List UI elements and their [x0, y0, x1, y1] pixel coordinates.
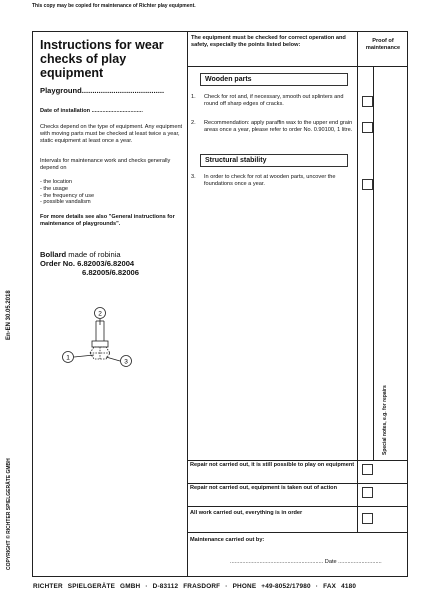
factor-item: - the usage: [40, 185, 68, 192]
side-date-label: En-EN 30.05.2018: [6, 290, 12, 340]
column-divider-proof: [357, 32, 358, 506]
section-wooden-parts: Wooden parts: [200, 73, 348, 86]
checks-text: Checks depend on the type of equipment. Any equipment with moving parts must be checked at least twice a year, static equipment at least once a year.: [40, 124, 183, 144]
row-divider-2: [187, 483, 408, 484]
check-item-text: In order to check for rot at wooden parts, uncover the foundations once a year.: [204, 174, 336, 187]
bollard-diagram: [60, 305, 150, 385]
check-item-text: Check for rot and, if necessary, smooth out splinters and round off sharp edges of cracks.: [204, 94, 344, 107]
callout-3: 3: [124, 358, 128, 366]
check-item-number: 2.: [191, 120, 196, 126]
check-item: [191, 174, 356, 190]
factor-list: [40, 179, 188, 206]
proof-header: Proof of maintenance: [365, 38, 401, 51]
callout-2: 2: [98, 310, 102, 318]
signature-date-line[interactable]: ............................................................ Date ............................: [230, 559, 382, 565]
factor-item: - the location: [40, 179, 73, 185]
proof-checkbox-item-1[interactable]: [362, 96, 373, 107]
column-divider-notes: [373, 66, 374, 460]
callout-1: 1: [66, 354, 70, 362]
check-header: The equipment must be checked for correct operation and safety, especially the points listed below:: [191, 35, 346, 48]
intervals-text: Intervals for maintenance work and checks generally depend on: [40, 158, 171, 171]
product-name: [40, 250, 188, 259]
more-details-text: For more details see also "General instructions for maintenance of playgrounds".: [40, 214, 175, 227]
status-checkbox-play-allowed[interactable]: [362, 464, 373, 475]
row-divider-1: [187, 460, 408, 461]
copy-note: This copy may be copied for maintenance of Richter play equipment.: [32, 3, 196, 9]
product-name-bold: Bollard: [40, 250, 67, 259]
proof-checkbox-item-3[interactable]: [362, 179, 373, 190]
row-divider-4: [187, 532, 408, 533]
header-divider: [187, 66, 408, 67]
proof-checkbox-item-2[interactable]: [362, 122, 373, 133]
order-number-line1: Order No. 6.82003/6.82004: [40, 259, 135, 268]
leader-1: [74, 355, 94, 357]
status-repair-play-allowed: Repair not carried out, it is still possible to play on equipment: [190, 462, 355, 468]
status-work-complete: All work carried out, everything is in order: [190, 510, 303, 516]
bollard-post: [92, 341, 108, 347]
side-copyright: COPYRIGHT © RICHTER SPIELGERÄTE GMBH: [6, 458, 12, 570]
page-title: Instructions for wear checks of play equipment: [40, 38, 164, 80]
check-item-text: Recommendation: apply paraffin wax to the upper end grain areas once a year, please refer to order No. 0.90100, 1 litre.: [204, 120, 353, 133]
check-item: [191, 94, 356, 110]
factor-item: - possible vandalism: [40, 199, 91, 206]
product-name-rest: made of robinia: [66, 250, 121, 259]
row-divider-3: [187, 506, 408, 507]
leader-3: [106, 357, 120, 361]
status-checkbox-out-of-action[interactable]: [362, 487, 373, 498]
check-item-number: 1.: [191, 94, 196, 100]
installation-date-field[interactable]: Date of installation .................................: [40, 108, 143, 114]
column-divider-proof-last: [357, 506, 358, 532]
company-footer: RICHTER SPIELGERÄTE GMBH · D-83112 FRASDORF · PHONE +49-8052/17980 · FAX 4180: [33, 583, 357, 590]
factor-item: - the frequency of use: [40, 192, 95, 199]
maintenance-by-label: Maintenance carried out by:: [190, 537, 265, 543]
playground-field[interactable]: Playground.......................................: [40, 86, 165, 95]
order-number-line2: 6.82005/6.82006: [82, 268, 140, 277]
special-notes-label: Special notes, e.g. for repairs: [382, 385, 388, 455]
check-item-number: 3.: [191, 174, 196, 180]
status-checkbox-work-complete[interactable]: [362, 513, 373, 524]
check-item: [191, 120, 356, 143]
section-structural-stability: Structural stability: [200, 154, 348, 167]
status-repair-out-of-action: Repair not carried out, equipment is taken out of action: [190, 485, 338, 491]
